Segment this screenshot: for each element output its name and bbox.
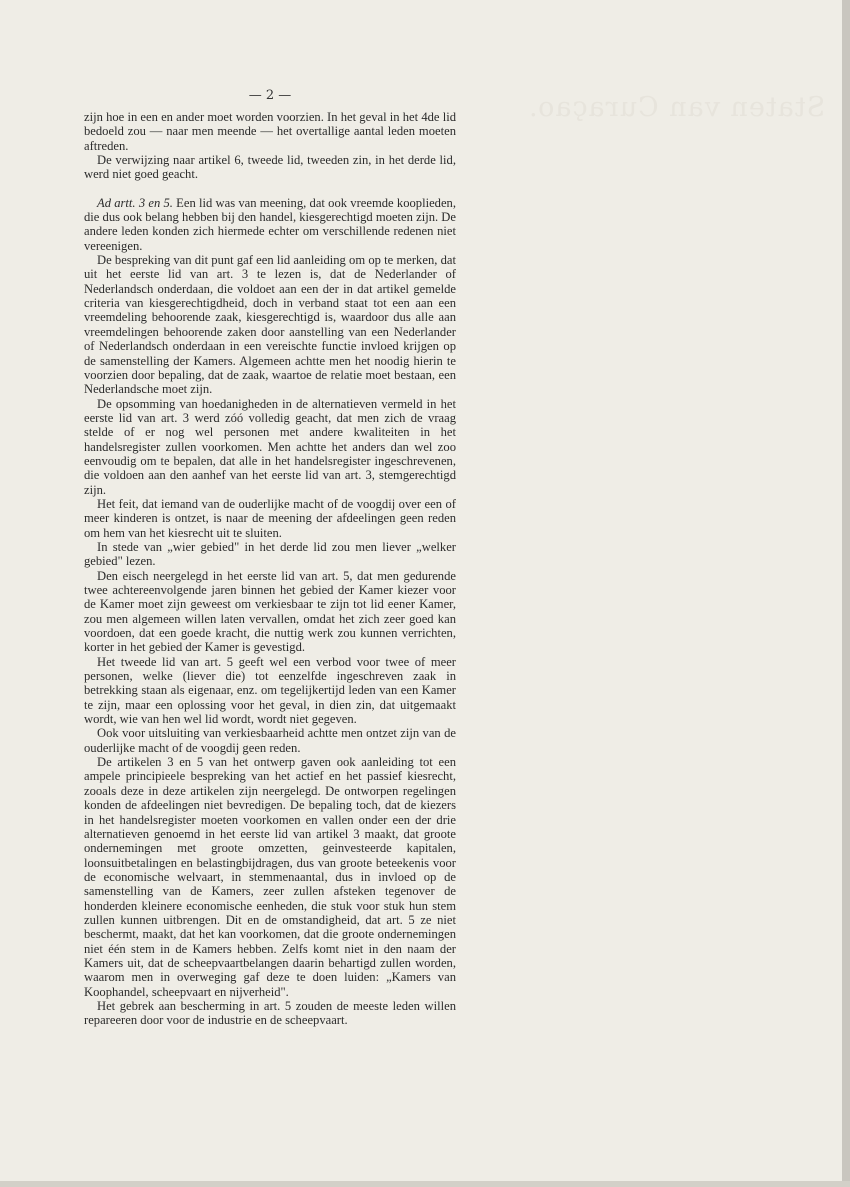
scan-edge-right — [842, 0, 850, 1187]
body-text — [84, 110, 456, 1028]
paragraph: De bespreking van dit punt gaf een lid aanleiding om op te merken, dat uit het eerste lid van art. 3 te lezen is, dat de Nederlander of Nederlandsch onderdaan, die voldoet aan een der in dat artikel gemelde criteria van kiesgerechtigdheid, doch in verband staat tot een aan een vreemdeling behoorende zaak, kiesgerechtigd is, waardoor dus alle aan vreemdelingen behoorende zaken door aanstelling van een Nederlander of Nederlandsch onderdaan in een vereischte functie invloed krijgen op de samenstelling der Kamers. Algemeen achtte men het noodig hierin te voorzien door bepaling, dat de zaak, waartoe de relatie moet bestaan, een Nederlandsche moet zijn. — [84, 253, 456, 397]
paragraph: De opsomming van hoedanigheden in de alternatieven vermeld in het eerste lid van art. 3 werd zóó volledig geacht, dat men zich de vraag stelde of er nog wel personen met andere kwaliteiten in het handelsregister zullen voorkomen. Men achtte het anders dan wel zoo eenvoudig om te bepalen, dat alle in het handelsregister ingeschrevenen, die voldoen aan den aanhef van het eerste lid van art. 3, stemgerechtigd zijn. — [84, 396, 456, 497]
paragraph: Ook voor uitsluiting van verkiesbaarheid achtte men ontzet zijn van de ouderlijke macht of de voogdij geen reden. — [84, 726, 456, 755]
page-number: — 2 — — [248, 88, 292, 103]
paragraph: De artikelen 3 en 5 van het ontwerp gaven ook aanleiding tot een ampele principieele bespreking van het actief en het passief kiesrecht, zooals deze in deze artikelen zijn neergelegd. De ontworpen regelingen konden de afdeelingen niet bevredigen. De bepaling toch, dat de kiezers in het handelsregister moeten voorkomen en vallen onder een der drie alternatieven genoemd in het eerste lid van artikel 3 maakt, dat groote ondernemingen met groote omzetten, geinvesteerde kapitalen, loonsuitbetalingen en belastingbijdragen, dus van groote beteekenis voor de economische welvaart, in stemmenaantal, dus in invloed op de samenstelling van de Kamers, zeer zullen afsteken tegenover de honderden kleinere economische eenheden, die stuk voor stuk hun stem zullen kunnen uitbrengen. Dit en de omstandigheid, dat art. 5 ze niet beschermt, maakt, dat het kan voorkomen, dat die groote ondernemingen niet één stem in de Kamers hebben. Zelfs komt niet in den naam der Kamers uit, dat de scheepvaartbelangen daarin behartigd zullen worden, waarom men in overweging gaf deze te doen luiden: „Kamers van Koophandel, scheepvaart en nijverheid". — [84, 755, 456, 999]
section-lead: Ad artt. 3 en 5. — [97, 195, 173, 210]
paragraph: Het tweede lid van art. 5 geeft wel een verbod voor twee of meer personen, welke (liever die) tot eenzelfde ingeschreven zaak in betrekking staan als eigenaar, enz. om tegelijkertijd leden van een Kamer te zijn, maar een oplossing voor het geval, in dien zin, dat uitgemaakt wordt, wie van hen wel lid wordt, wordt niet gegeven. — [84, 654, 456, 727]
bleed-through-text: Staten van Curaçao. — [528, 92, 826, 123]
paragraph: Het feit, dat iemand van de ouderlijke macht of de voogdij over een of meer kinderen is ontzet, is naar de meening der afdeelingen geen reden om hem van het kiesrecht uit te sluiten. — [84, 496, 456, 540]
paragraph: zijn hoe in een en ander moet worden voorzien. In het geval in het 4de lid bedoeld zou — naar men meende — het overtallige aantal leden moeten aftreden. — [84, 110, 456, 153]
scan-edge-bottom — [0, 1181, 850, 1187]
paragraph: Den eisch neergelegd in het eerste lid van art. 5, dat men gedurende twee achtereenvolgende jaren binnen het gebied der Kamer kiezer voor de Kamer moet zijn geweest om verkiesbaar te zijn tot lid eener Kamer, zou men algemeen willen laten vervallen, omdat het zich zeer goed kan voordoen, dat een goede kracht, die nuttig werk zou kunnen verrichten, korter in het gebied der Kamer is gevestigd. — [84, 568, 456, 655]
paragraph-ad-artt — [84, 196, 456, 253]
paragraph-body: Een lid was van meening, dat ook vreemde kooplieden, die dus ook belang hebben bij den handel, kiesgerechtigd moeten zijn. De andere leden konden zich hiermede echter om verschillende redenen niet vereenigen. — [84, 195, 456, 253]
paragraph: In stede van „wier gebied" in het derde lid zou men liever „welker gebied" lezen. — [84, 539, 456, 569]
paragraph: Het gebrek aan bescherming in art. 5 zouden de meeste leden willen repareeren door voor de industrie en de scheepvaart. — [84, 998, 456, 1028]
paragraph: De verwijzing naar artikel 6, tweede lid, tweeden zin, in het derde lid, werd niet goed geacht. — [84, 153, 456, 182]
